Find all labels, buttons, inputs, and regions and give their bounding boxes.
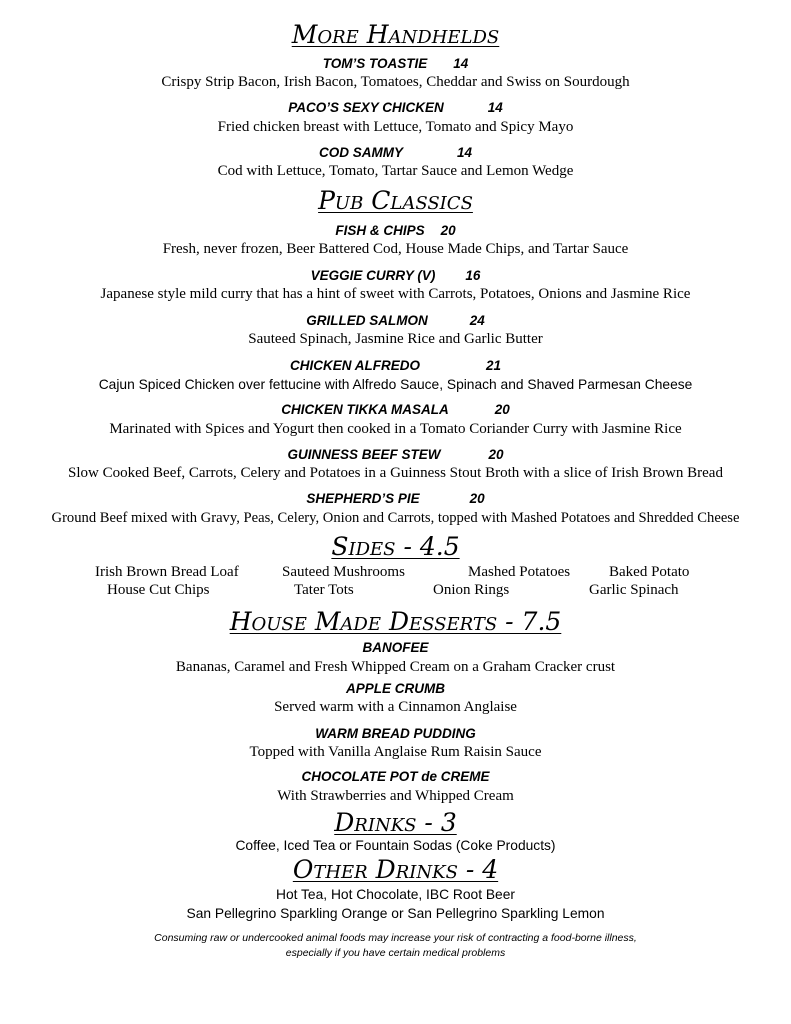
item-price: 20 [488,447,504,462]
dessert-name: WARM BREAD PUDDING [315,726,476,741]
item-description: Slow Cooked Beef, Carrots, Celery and Potatoes in a Guinness Stout Broth with a slice of Irish Brown Bread [68,465,723,481]
menu-item-name [0,267,791,284]
item-price: 14 [456,145,473,160]
item-price: 24 [469,313,485,328]
item-description: Fried chicken breast with Lettuce, Tomato and Spicy Mayo [217,119,574,135]
item-description: Fresh, never frozen, Beer Battered Cod, House Made Chips, and Tartar Sauce [162,241,629,257]
item-name: CHICKEN TIKKA MASALA [281,402,449,417]
menu-item-name [0,55,791,72]
health-warning: Consuming raw or undercooked animal foods may increase your risk of contracting a food-borne illness, [154,932,637,944]
other-drinks-line: San Pellegrino Sparkling Orange or San Pellegrino Sparkling Lemon [186,906,605,921]
menu-item-name [0,401,791,418]
side-item: Tater Tots [294,582,354,598]
section-title-drinks: Drinks - 3 [334,808,457,837]
section-title-sides: Sides - 4.5 [331,532,460,561]
dessert-description: Topped with Vanilla Anglaise Rum Raisin Sauce [249,744,542,760]
item-name: TOM’S TOASTIE [322,56,428,71]
section-title-handhelds: More Handhelds [291,20,500,49]
menu-item-name [0,222,791,239]
item-price: 21 [485,358,502,373]
section-title-pub-classics: Pub Classics [318,186,473,215]
item-price: 14 [487,100,503,115]
item-name: PACO’S SEXY CHICKEN [288,100,444,115]
menu-item-name [0,357,791,374]
item-name: SHEPHERD’S PIE [306,491,420,506]
section-title-other-drinks: Other Drinks - 4 [292,855,499,884]
item-description: Sauteed Spinach, Jasmine Rice and Garlic Butter [248,331,543,347]
item-description: Cod with Lettuce, Tomato, Tartar Sauce and Lemon Wedge [217,163,574,179]
item-name: COD SAMMY [318,145,403,160]
item-price: 20 [494,402,510,417]
item-description: Ground Beef mixed with Gravy, Peas, Celery, Onion and Carrots, topped with Mashed Potatoes and Shredded Cheese [51,510,740,526]
item-price: 14 [453,56,469,71]
dessert-description: Served warm with a Cinnamon Anglaise [274,699,517,715]
side-item: Irish Brown Bread Loaf [95,564,239,580]
item-price: 20 [469,491,485,506]
item-price: 16 [465,268,481,283]
menu-item-name [0,312,791,329]
menu-item-name [0,99,791,116]
drinks-description: Coffee, Iced Tea or Fountain Sodas (Coke Products) [235,838,556,853]
menu-item-name [0,446,791,463]
side-item: Sauteed Mushrooms [282,564,405,580]
menu-item-name [0,490,791,507]
item-description: Japanese style mild curry that has a hint of sweet with Carrots, Potatoes, Onions and Jasmine Rice [100,286,691,302]
item-name: GUINNESS BEEF STEW [287,447,441,462]
item-description: Marinated with Spices and Yogurt then cooked in a Tomato Coriander Curry with Jasmine Rice [109,421,682,437]
item-name: CHICKEN ALFREDO [289,358,420,373]
dessert-name: BANOFEE [362,640,429,655]
item-price: 20 [440,223,456,238]
other-drinks-line: Hot Tea, Hot Chocolate, IBC Root Beer [275,887,515,902]
side-item: Onion Rings [433,582,510,598]
dessert-description: With Strawberries and Whipped Cream [277,788,514,804]
dessert-name: APPLE CRUMB [345,681,445,696]
item-name: FISH & CHIPS [335,223,425,238]
menu-item-name [0,144,791,161]
item-description: Cajun Spiced Chicken over fettucine with Alfredo Sauce, Spinach and Shaved Parmesan Cheese [98,377,693,392]
item-name: VEGGIE CURRY (V) [310,268,436,283]
side-item: Mashed Potatoes [468,564,571,580]
side-item: Baked Potato [609,564,690,580]
item-description: Crispy Strip Bacon, Irish Bacon, Tomatoes, Cheddar and Swiss on Sourdough [161,74,630,90]
item-name: GRILLED SALMON [306,313,428,328]
side-item: Garlic Spinach [589,582,679,598]
side-item: House Cut Chips [107,582,210,598]
dessert-name: CHOCOLATE POT de CREME [301,769,490,784]
dessert-description: Bananas, Caramel and Fresh Whipped Cream on a Graham Cracker crust [175,659,616,675]
section-title-desserts: House Made Desserts - 7.5 [229,607,562,636]
health-warning: especially if you have certain medical problems [285,947,506,959]
